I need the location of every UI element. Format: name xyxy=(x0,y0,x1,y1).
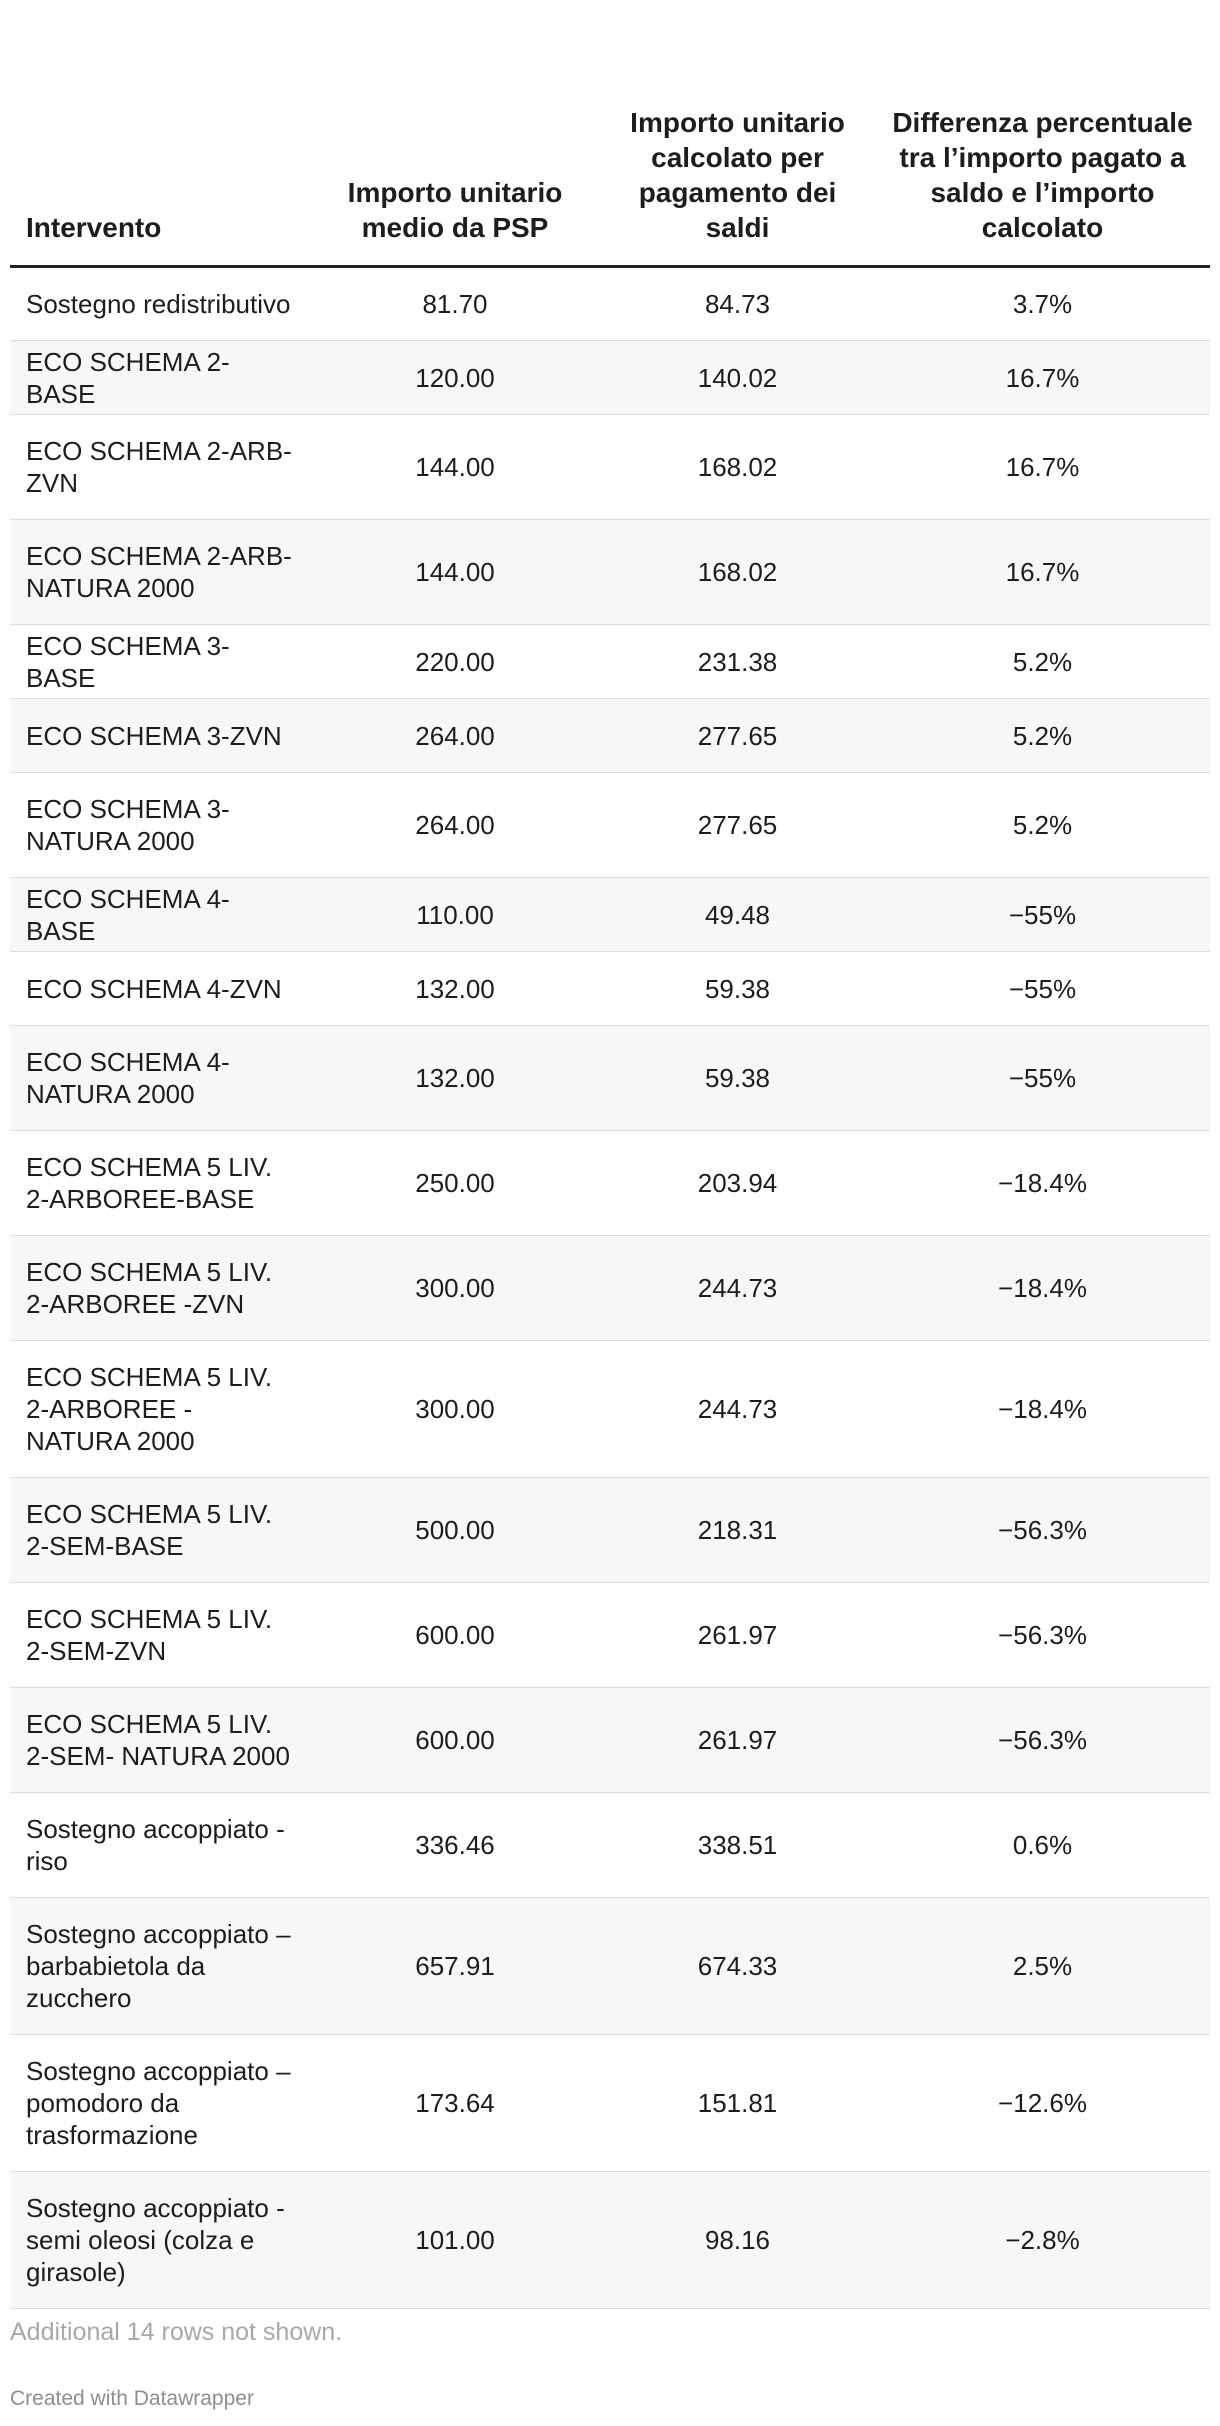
cell-intervento: Sostegno redistributivo xyxy=(10,267,310,341)
cell-importo-calcolato: 59.38 xyxy=(600,952,875,1026)
cell-importo-psp: 250.00 xyxy=(310,1131,600,1236)
cell-intervento: ECO SCHEMA 3-NATURA 2000 xyxy=(10,773,310,878)
cell-importo-psp: 264.00 xyxy=(310,773,600,878)
cell-intervento: ECO SCHEMA 2-ARB-ZVN xyxy=(10,415,310,520)
cell-differenza-percentuale: 16.7% xyxy=(875,520,1210,625)
table-row xyxy=(10,2172,1210,2309)
cell-differenza-percentuale: 16.7% xyxy=(875,415,1210,520)
table-row xyxy=(10,1583,1210,1688)
table-row xyxy=(10,1236,1210,1341)
data-table xyxy=(10,0,1210,2309)
cell-intervento: ECO SCHEMA 4-NATURA 2000 xyxy=(10,1026,310,1131)
cell-importo-calcolato: 261.97 xyxy=(600,1688,875,1793)
cell-intervento: Sostegno accoppiato - semi oleosi (colza e girasole) xyxy=(10,2172,310,2309)
datawrapper-credit: Created with Datawrapper xyxy=(10,2387,254,2410)
cell-differenza-percentuale: −56.3% xyxy=(875,1688,1210,1793)
cell-differenza-percentuale: −12.6% xyxy=(875,2035,1210,2172)
cell-differenza-percentuale: 5.2% xyxy=(875,625,1210,699)
table-row xyxy=(10,699,1210,773)
header-row xyxy=(10,0,1210,267)
cell-importo-psp: 300.00 xyxy=(310,1341,600,1478)
cell-importo-calcolato: 49.48 xyxy=(600,878,875,952)
table-row xyxy=(10,1793,1210,1898)
table-row xyxy=(10,773,1210,878)
column-header-differenza-percentuale[interactable]: Differenza percentuale tra l’importo pagato a saldo e l’importo calcolato xyxy=(875,0,1210,267)
cell-intervento: ECO SCHEMA 2-BASE xyxy=(10,341,310,415)
cell-differenza-percentuale: −18.4% xyxy=(875,1236,1210,1341)
cell-differenza-percentuale: −55% xyxy=(875,878,1210,952)
cell-differenza-percentuale: 5.2% xyxy=(875,773,1210,878)
column-header-importo-psp[interactable]: Importo unitario medio da PSP xyxy=(310,0,600,267)
cell-importo-psp: 81.70 xyxy=(310,267,600,341)
cell-importo-psp: 132.00 xyxy=(310,952,600,1026)
cell-importo-calcolato: 168.02 xyxy=(600,415,875,520)
cell-differenza-percentuale: −18.4% xyxy=(875,1341,1210,1478)
cell-intervento: Sostegno accoppiato – barbabietola da zucchero xyxy=(10,1898,310,2035)
cell-intervento: ECO SCHEMA 5 LIV. 2-SEM-BASE xyxy=(10,1478,310,1583)
cell-differenza-percentuale: −18.4% xyxy=(875,1131,1210,1236)
cell-differenza-percentuale: 3.7% xyxy=(875,267,1210,341)
cell-importo-calcolato: 84.73 xyxy=(600,267,875,341)
cell-intervento: ECO SCHEMA 4-ZVN xyxy=(10,952,310,1026)
data-table-container xyxy=(10,0,1210,2309)
cell-importo-psp: 144.00 xyxy=(310,415,600,520)
table-row xyxy=(10,1131,1210,1236)
cell-differenza-percentuale: 2.5% xyxy=(875,1898,1210,2035)
table-header xyxy=(10,0,1210,267)
cell-differenza-percentuale: 5.2% xyxy=(875,699,1210,773)
cell-importo-psp: 600.00 xyxy=(310,1583,600,1688)
hidden-rows-note: Additional 14 rows not shown. xyxy=(10,2318,343,2346)
cell-importo-psp: 144.00 xyxy=(310,520,600,625)
cell-importo-psp: 657.91 xyxy=(310,1898,600,2035)
cell-intervento: ECO SCHEMA 4-BASE xyxy=(10,878,310,952)
cell-importo-psp: 264.00 xyxy=(310,699,600,773)
cell-intervento: ECO SCHEMA 5 LIV. 2-SEM- NATURA 2000 xyxy=(10,1688,310,1793)
cell-importo-calcolato: 338.51 xyxy=(600,1793,875,1898)
cell-importo-calcolato: 261.97 xyxy=(600,1583,875,1688)
cell-intervento: ECO SCHEMA 3-ZVN xyxy=(10,699,310,773)
cell-importo-psp: 101.00 xyxy=(310,2172,600,2309)
cell-importo-calcolato: 203.94 xyxy=(600,1131,875,1236)
table-row xyxy=(10,520,1210,625)
cell-differenza-percentuale: −55% xyxy=(875,952,1210,1026)
cell-differenza-percentuale: 0.6% xyxy=(875,1793,1210,1898)
cell-importo-calcolato: 218.31 xyxy=(600,1478,875,1583)
cell-importo-psp: 132.00 xyxy=(310,1026,600,1131)
cell-importo-calcolato: 151.81 xyxy=(600,2035,875,2172)
cell-importo-calcolato: 244.73 xyxy=(600,1236,875,1341)
cell-importo-calcolato: 244.73 xyxy=(600,1341,875,1478)
table-row xyxy=(10,878,1210,952)
cell-importo-calcolato: 231.38 xyxy=(600,625,875,699)
cell-importo-psp: 120.00 xyxy=(310,341,600,415)
cell-importo-calcolato: 59.38 xyxy=(600,1026,875,1131)
cell-importo-psp: 336.46 xyxy=(310,1793,600,1898)
table-row xyxy=(10,415,1210,520)
table-row xyxy=(10,952,1210,1026)
cell-importo-calcolato: 277.65 xyxy=(600,773,875,878)
table-row xyxy=(10,1478,1210,1583)
cell-importo-psp: 220.00 xyxy=(310,625,600,699)
cell-importo-calcolato: 168.02 xyxy=(600,520,875,625)
cell-intervento: ECO SCHEMA 5 LIV. 2-ARBOREE-BASE xyxy=(10,1131,310,1236)
cell-differenza-percentuale: −2.8% xyxy=(875,2172,1210,2309)
table-row xyxy=(10,1688,1210,1793)
cell-intervento: Sostegno accoppiato – pomodoro da trasformazione xyxy=(10,2035,310,2172)
cell-intervento: ECO SCHEMA 5 LIV. 2-ARBOREE -ZVN xyxy=(10,1236,310,1341)
cell-intervento: ECO SCHEMA 2-ARB-NATURA 2000 xyxy=(10,520,310,625)
cell-differenza-percentuale: 16.7% xyxy=(875,341,1210,415)
cell-importo-calcolato: 98.16 xyxy=(600,2172,875,2309)
table-row xyxy=(10,1026,1210,1131)
cell-importo-psp: 300.00 xyxy=(310,1236,600,1341)
cell-differenza-percentuale: −55% xyxy=(875,1026,1210,1131)
cell-intervento: Sostegno accoppiato - riso xyxy=(10,1793,310,1898)
table-row xyxy=(10,267,1210,341)
table-row xyxy=(10,1898,1210,2035)
column-header-importo-calcolato[interactable]: Importo unitario calcolato per pagamento dei saldi xyxy=(600,0,875,267)
cell-importo-calcolato: 277.65 xyxy=(600,699,875,773)
column-header-intervento[interactable]: Intervento xyxy=(10,0,310,267)
cell-importo-calcolato: 674.33 xyxy=(600,1898,875,2035)
table-row xyxy=(10,625,1210,699)
cell-importo-calcolato: 140.02 xyxy=(600,341,875,415)
table-row xyxy=(10,341,1210,415)
cell-intervento: ECO SCHEMA 3-BASE xyxy=(10,625,310,699)
cell-intervento: ECO SCHEMA 5 LIV. 2-ARBOREE - NATURA 2000 xyxy=(10,1341,310,1478)
cell-importo-psp: 173.64 xyxy=(310,2035,600,2172)
cell-differenza-percentuale: −56.3% xyxy=(875,1478,1210,1583)
cell-importo-psp: 600.00 xyxy=(310,1688,600,1793)
cell-importo-psp: 110.00 xyxy=(310,878,600,952)
table-row xyxy=(10,1341,1210,1478)
cell-intervento: ECO SCHEMA 5 LIV. 2-SEM-ZVN xyxy=(10,1583,310,1688)
cell-importo-psp: 500.00 xyxy=(310,1478,600,1583)
cell-differenza-percentuale: −56.3% xyxy=(875,1583,1210,1688)
table-body xyxy=(10,267,1210,2309)
table-row xyxy=(10,2035,1210,2172)
